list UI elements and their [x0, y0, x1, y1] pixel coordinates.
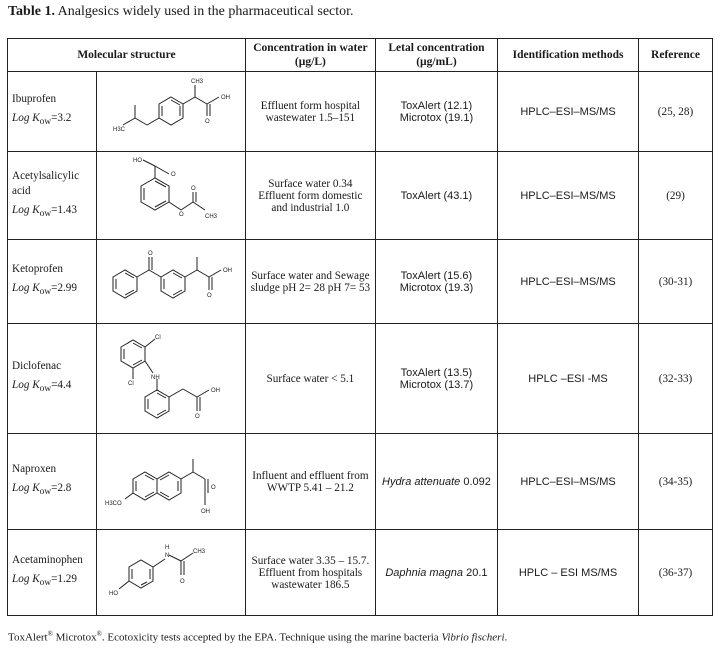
method-cell: HPLC–ESI–MS/MS	[498, 434, 639, 530]
svg-text:O: O	[207, 292, 212, 299]
compound-name: Acetylsalicylic acid	[12, 169, 80, 197]
acetaminophen-structure-image	[101, 533, 241, 613]
letal-cell: ToxAlert (13.5) Microtox (13.7)	[375, 324, 497, 434]
method-cell: HPLC –ESI -MS	[498, 324, 639, 434]
compound-cell	[8, 530, 97, 616]
svg-text:O: O	[205, 118, 210, 125]
svg-text:HO: HO	[109, 590, 119, 597]
structure-acetaminophen	[97, 530, 246, 616]
structure-ibuprofen	[97, 72, 246, 152]
concentration-cell: Surface water 3.35 – 15.7. Effluent from hospitals wastewater 186.5	[245, 530, 375, 616]
svg-text:Cl: Cl	[155, 334, 161, 341]
svg-text:O: O	[148, 250, 153, 257]
compound-name: Ketoprofen	[12, 263, 63, 276]
method-cell: HPLC–ESI–MS/MS	[498, 240, 639, 324]
svg-text:O: O	[171, 171, 176, 178]
svg-text:Cl: Cl	[128, 380, 134, 387]
svg-text:O: O	[195, 413, 200, 420]
table-footnote: ToxAlert® Microtox®. Ecotoxicity tests accepted by the EPA. Technique using the marine bacteria Vibrio fischeri.	[8, 630, 508, 644]
logk: Log $K_{ow}=3.2$	[12, 112, 72, 128]
structure-naproxen	[97, 434, 246, 530]
svg-text:O: O	[179, 211, 184, 218]
compound-cell	[8, 324, 97, 434]
table-row	[8, 152, 713, 240]
reference-cell: (29)	[639, 152, 713, 240]
method-cell: HPLC–ESI–MS/MS	[498, 72, 639, 152]
letal-cell: ToxAlert (43.1)	[375, 152, 497, 240]
svg-text:O: O	[191, 185, 196, 192]
svg-text:CH3: CH3	[193, 548, 206, 555]
svg-text:O: O	[211, 484, 216, 491]
reference-cell: (34-35)	[639, 434, 713, 530]
concentration-cell: Surface water 0.34 Effluent form domestic and industrial 1.0	[245, 152, 375, 240]
reference-cell: (32-33)	[639, 324, 713, 434]
structure-acetylsalicylic-acid	[97, 152, 246, 240]
concentration-cell: Surface water < 5.1	[245, 324, 375, 434]
table-row	[8, 324, 713, 434]
svg-text:OH: OH	[223, 267, 233, 274]
method-cell: HPLC–ESI–MS/MS	[498, 152, 639, 240]
reference-cell: (30-31)	[639, 240, 713, 324]
compound-name: Acetaminophen	[12, 554, 83, 567]
diclofenac-structure-image	[101, 327, 241, 431]
svg-text:H3C: H3C	[113, 126, 126, 133]
concentration-cell: Surface water and Sewage sludge pH 2= 28 pH 7= 53	[245, 240, 375, 324]
header-letal: Letal concentration (µg/mL)	[375, 39, 497, 72]
svg-text:H3CO: H3CO	[105, 500, 122, 507]
svg-text:H: H	[165, 544, 170, 551]
compound-cell	[8, 434, 97, 530]
letal-cell: ToxAlert (15.6) Microtox (19.3)	[375, 240, 497, 324]
svg-text:NH: NH	[151, 374, 160, 381]
reference-cell: (25, 28)	[639, 72, 713, 152]
caption-text: Analgesics widely used in the pharmaceutical sector.	[54, 4, 354, 19]
svg-text:OH: OH	[211, 387, 221, 394]
acetylsalicylic-structure-image	[101, 156, 241, 236]
letal-cell: Daphnia magna 20.1	[375, 530, 497, 616]
table-row	[8, 72, 713, 152]
table-caption	[8, 4, 354, 20]
svg-text:CH3: CH3	[191, 78, 204, 85]
caption-label: Table 1.	[8, 4, 55, 19]
compound-name: Ibuprofen	[12, 93, 57, 106]
ibuprofen-structure-image	[101, 75, 241, 149]
compound-name: Naproxen	[12, 463, 57, 476]
table-row	[8, 434, 713, 530]
concentration-cell: Influent and effluent from WWTP 5.41 – 21.2	[245, 434, 375, 530]
concentration-cell: Effluent form hospital wastewater 1.5–151	[245, 72, 375, 152]
logk: Log $K_{ow}=1.43$	[12, 203, 77, 220]
compound-cell	[8, 240, 97, 324]
svg-text:HO: HO	[133, 157, 143, 164]
svg-text:CH3: CH3	[205, 213, 218, 220]
reference-cell: (36-37)	[639, 530, 713, 616]
structure-ketoprofen	[97, 240, 246, 324]
svg-text:OH: OH	[221, 94, 231, 101]
header-identification: Identification methods	[498, 39, 639, 72]
compound-name: Diclofenac	[12, 360, 62, 373]
logk: Log $K_{ow}=1.29$	[12, 573, 77, 589]
letal-cell: ToxAlert (12.1) Microtox (19.1)	[375, 72, 497, 152]
letal-cell: Hydra attenuate 0.092	[375, 434, 497, 530]
method-cell: HPLC – ESI MS/MS	[498, 530, 639, 616]
header-row	[8, 39, 713, 72]
compound-cell	[8, 72, 97, 152]
header-concentration: Concentration in water (µg/L)	[245, 39, 375, 72]
logk: Log $K_{ow}=4.4$	[12, 379, 72, 395]
table-row	[8, 530, 713, 616]
naproxen-structure-image	[101, 437, 241, 527]
table-row	[8, 240, 713, 324]
header-reference: Reference	[639, 39, 713, 72]
analgesics-table	[7, 38, 713, 616]
logk: Log $K_{ow}=2.99$	[12, 282, 77, 298]
svg-text:O: O	[180, 578, 185, 585]
structure-diclofenac	[97, 324, 246, 434]
header-structure: Molecular structure	[8, 39, 246, 72]
svg-text:OH: OH	[201, 508, 211, 515]
svg-text:N: N	[165, 552, 170, 559]
ketoprofen-structure-image	[101, 247, 241, 317]
logk: Log $K_{ow}=2.8$	[12, 482, 72, 498]
compound-cell	[8, 152, 97, 240]
